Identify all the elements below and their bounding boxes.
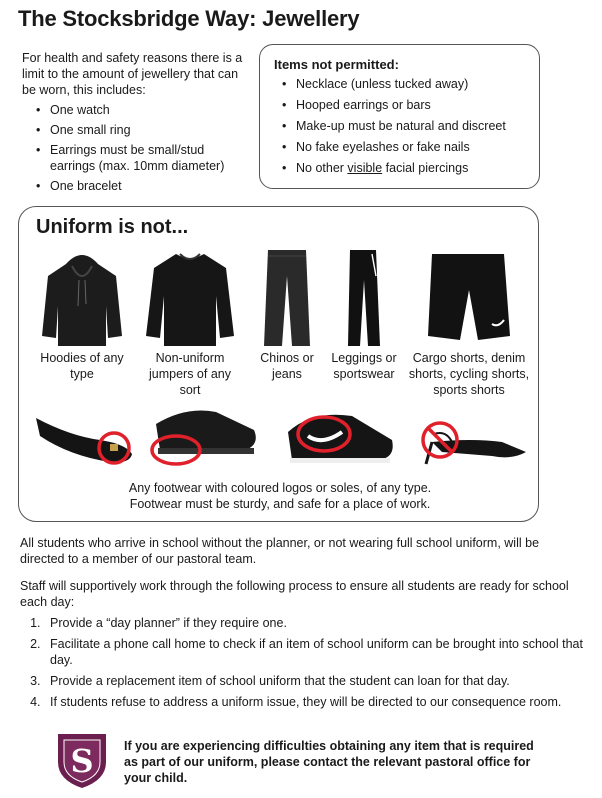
leggings-item (326, 246, 402, 382)
school-logo-icon (56, 730, 108, 790)
trainer-coloured-sole-icon (146, 404, 264, 470)
allowed-jewellery-list (22, 102, 250, 194)
list-item: • Make-up must be natural and discreet (282, 118, 527, 134)
footwear-note (60, 480, 500, 512)
footwear-note-line: Footwear must be sturdy, and safe for a place of work. (129, 497, 431, 511)
process-paragraph: Staff will supportively work through the following process to ensure all students are ready for school each day: (20, 579, 569, 609)
uniform-title: Uniform is not... (36, 216, 189, 238)
list-item (282, 160, 527, 176)
page-title: The Stocksbridge Way: Jewellery (18, 6, 360, 31)
jumper-item (140, 246, 240, 398)
hoodie-icon (36, 246, 128, 350)
trainer-logo-icon (282, 402, 398, 470)
item-caption: Leggings or sportswear (331, 351, 397, 381)
slingback-heel-icon (412, 408, 530, 468)
item-caption: Cargo shorts, denim shorts, cycling shorts, sports shorts (408, 351, 530, 397)
hoodie-item (36, 246, 128, 382)
jumper-icon (140, 246, 240, 350)
item-caption: Chinos or jeans (260, 351, 314, 381)
step-item: 4. If students refuse to address a uniform issue, they will be directed to our consequence room. (44, 694, 602, 710)
planner-paragraph: All students who arrive in school without the planner, or not wearing full school uniform, will be directed to a member of our pastoral team. (20, 536, 540, 566)
item-text: No other (296, 161, 348, 175)
process-steps (20, 615, 602, 715)
shorts-item (404, 246, 534, 398)
intro-text: For health and safety reasons there is a limit to the amount of jewellery that can be worn, this includes: (22, 51, 243, 97)
item-caption: Hoodies of any type (40, 351, 124, 381)
underlined-word: visible (347, 161, 383, 175)
step-item: 1. Provide a “day planner” if they require one. (44, 615, 602, 631)
item-text: facial piercings (382, 161, 469, 175)
step-item: 3. Provide a replacement item of school uniform that the student can loan for that day. (44, 673, 602, 689)
svg-text:S: S (70, 742, 94, 780)
footwear-note-line: Any footwear with coloured logos or soles, of any type. (128, 481, 432, 495)
list-item: • One bracelet (36, 178, 250, 194)
shorts-icon (404, 246, 534, 350)
list-item: • One small ring (36, 122, 250, 138)
list-item: • No fake eyelashes or fake nails (282, 139, 527, 155)
list-item: • Necklace (unless tucked away) (282, 76, 527, 92)
jeans-item (252, 246, 322, 382)
list-item: • One watch (36, 102, 250, 118)
contact-message: If you are experiencing difficulties obtaining any item that is required as part of our uniform, please contact the relevant pastoral office for your child. (124, 739, 534, 785)
not-permitted-box (259, 44, 540, 189)
leggings-icon (326, 246, 402, 350)
list-item: • Hooped earrings or bars (282, 97, 527, 113)
list-item: • Earrings must be small/stud earrings (max. 10mm diameter) (36, 142, 250, 174)
step-item: 2. Facilitate a phone call home to check if an item of school uniform can be brought into school that day. (44, 636, 602, 668)
not-permitted-title: Items not permitted: (274, 57, 399, 72)
jewellery-intro (22, 50, 250, 198)
item-caption: Non-uniform jumpers of any sort (149, 351, 231, 397)
flat-shoe-icon (30, 406, 140, 468)
jeans-icon (252, 246, 322, 350)
not-permitted-list (274, 76, 527, 176)
